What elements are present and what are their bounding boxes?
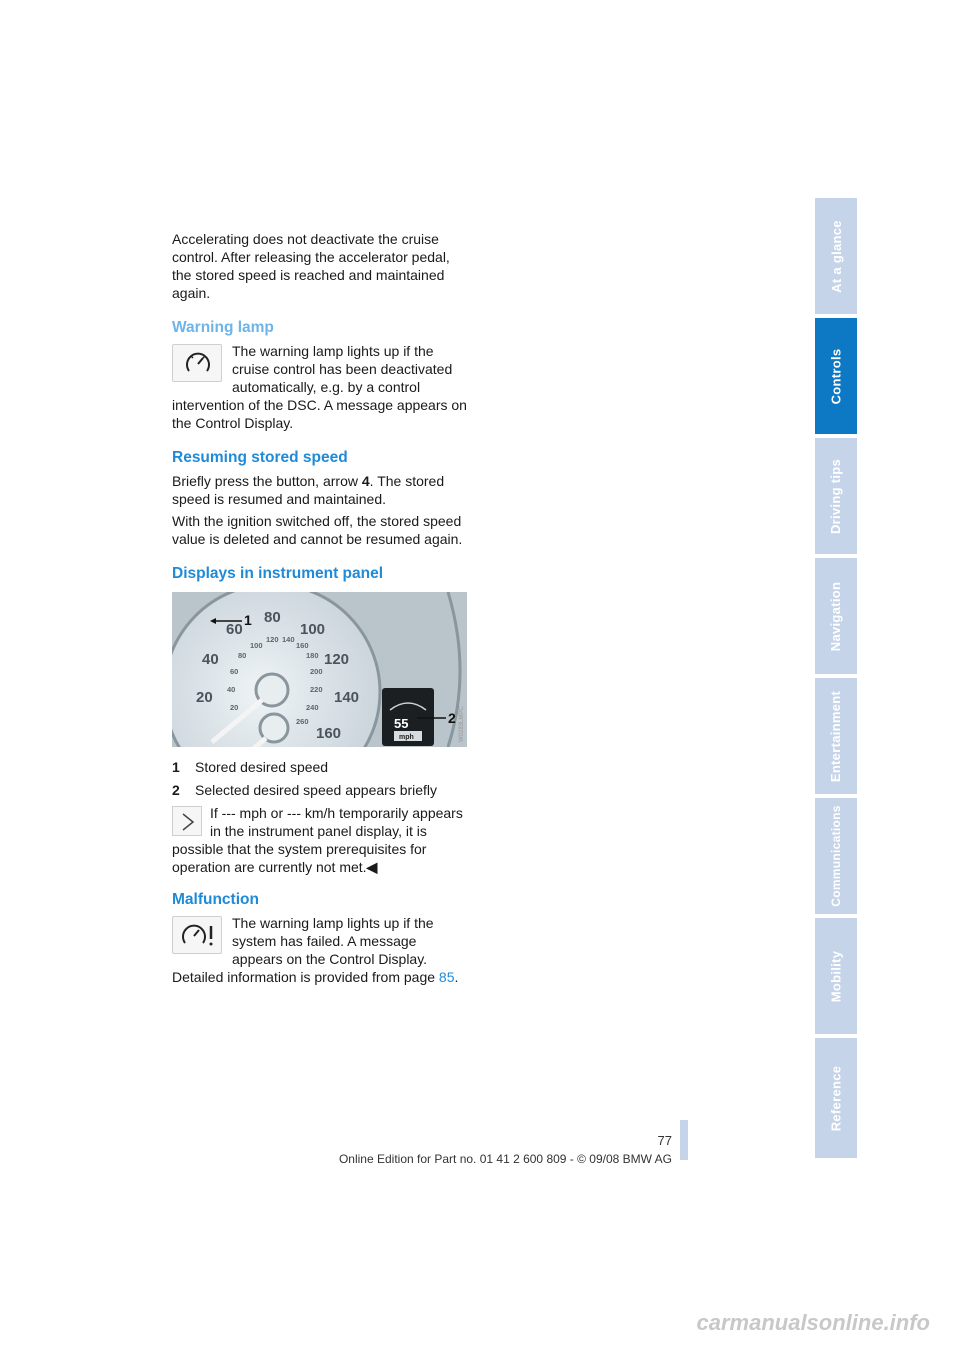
display-speed-unit: mph	[399, 734, 414, 741]
legend-item	[172, 781, 467, 804]
callout-1: 1	[244, 612, 252, 628]
callout-2: 2	[448, 710, 456, 726]
inner-tick: 40	[227, 685, 236, 694]
inner-tick: 80	[238, 651, 247, 660]
note-end-mark: ◀	[366, 859, 378, 875]
note-arrow-icon	[172, 806, 202, 836]
tab-controls[interactable]	[815, 318, 857, 434]
heading-malfunction: Malfunction	[172, 891, 259, 908]
note-block	[172, 804, 467, 876]
footer-edition: Online Edition for Part no. 01 41 2 600 809 - © 09/08 BMW AG	[338, 1152, 672, 1166]
tab-label: Communications	[829, 805, 844, 907]
tab-at-a-glance[interactable]	[815, 198, 857, 314]
inner-tick: 260	[296, 717, 309, 726]
inner-tick: 220	[310, 685, 323, 694]
legend-number: 1	[172, 759, 180, 775]
heading-resuming-stored-speed: Resuming stored speed	[172, 449, 348, 466]
outer-tick: 60	[226, 621, 243, 638]
legend-text: Selected desired speed appears briefly	[195, 782, 438, 798]
outer-tick: 40	[202, 651, 219, 668]
inner-tick: 200	[310, 667, 323, 676]
figure-code: W0283LMPC	[459, 706, 465, 742]
tab-communications[interactable]	[815, 798, 857, 914]
page-link-85[interactable]: 85	[438, 969, 455, 985]
page-number: 77	[657, 1133, 672, 1148]
inner-tick: 240	[306, 703, 319, 712]
resuming-text-a: Briefly press the button, arrow	[172, 473, 362, 489]
legend-item	[172, 758, 467, 781]
instrument-panel-figure	[172, 592, 467, 747]
outer-tick: 80	[264, 609, 281, 626]
inner-tick: 60	[230, 667, 239, 676]
tab-label: Navigation	[828, 581, 844, 651]
inner-tick: 120	[266, 635, 279, 644]
figure-legend	[172, 758, 467, 804]
warning-lamp-block	[172, 342, 467, 432]
outer-tick: 20	[196, 689, 213, 706]
tab-label: Reference	[828, 1065, 844, 1131]
resuming-paragraph-2: With the ignition switched off, the stored speed value is deleted and cannot be resumed again.	[172, 513, 463, 547]
display-speed-value: 55	[394, 716, 409, 731]
tab-label: Entertainment	[828, 690, 844, 782]
warning-lamp-text: The warning lamp lights up if the cruise control has been deactivated automatically, e.g. by a control intervention of the DSC. A message appears on the Control Display.	[172, 343, 467, 431]
resuming-paragraph-1	[172, 472, 467, 508]
outer-tick: 120	[324, 651, 350, 668]
legend-text: Stored desired speed	[195, 759, 329, 775]
tab-entertainment[interactable]	[815, 678, 857, 794]
tab-mobility[interactable]	[815, 918, 857, 1034]
tab-navigation[interactable]	[815, 558, 857, 674]
footer-bar	[680, 1120, 688, 1160]
intro-paragraph: Accelerating does not deactivate the cruise control. After releasing the accelerator pedal, the stored speed is reached and maintained again.	[172, 231, 450, 301]
heading-displays-instrument-panel: Displays in instrument panel	[172, 565, 384, 582]
tab-label: Mobility	[828, 950, 844, 1002]
resuming-text-b: . The stored speed is resumed and maintained.	[172, 473, 445, 507]
outer-tick: 140	[334, 689, 360, 706]
note-body: If --- mph or --- km/h temporarily appears in the instrument panel display, it is possible that the system prerequisites for operation are currently not met.	[172, 805, 463, 875]
tab-driving-tips[interactable]	[815, 438, 857, 554]
tab-label: Driving tips	[828, 458, 844, 534]
watermark: carmanualsonline.info	[696, 1310, 930, 1335]
outer-tick: 100	[300, 621, 326, 638]
tab-label: At a glance	[828, 219, 844, 293]
cruise-control-warning-icon	[172, 344, 222, 382]
inner-tick: 140	[282, 635, 295, 644]
tab-label: Controls	[828, 348, 844, 404]
malfunction-body: The warning lamp lights up if the system has failed. A message appears on the Control Display. Detailed information is provided from page	[172, 915, 439, 985]
malfunction-block	[172, 914, 467, 986]
malfunction-end: .	[454, 969, 459, 985]
heading-warning-lamp: Warning lamp	[172, 319, 274, 336]
cruise-control-fault-icon	[172, 916, 222, 954]
inner-tick: 100	[250, 641, 263, 650]
inner-tick: 20	[230, 703, 239, 712]
resuming-arrow-number: 4	[361, 473, 370, 489]
inner-tick: 180	[306, 651, 319, 660]
tab-reference[interactable]	[815, 1038, 857, 1158]
inner-tick: 160	[296, 641, 309, 650]
note-text	[172, 804, 467, 876]
legend-number: 2	[172, 782, 180, 798]
outer-tick: 160	[316, 725, 342, 742]
